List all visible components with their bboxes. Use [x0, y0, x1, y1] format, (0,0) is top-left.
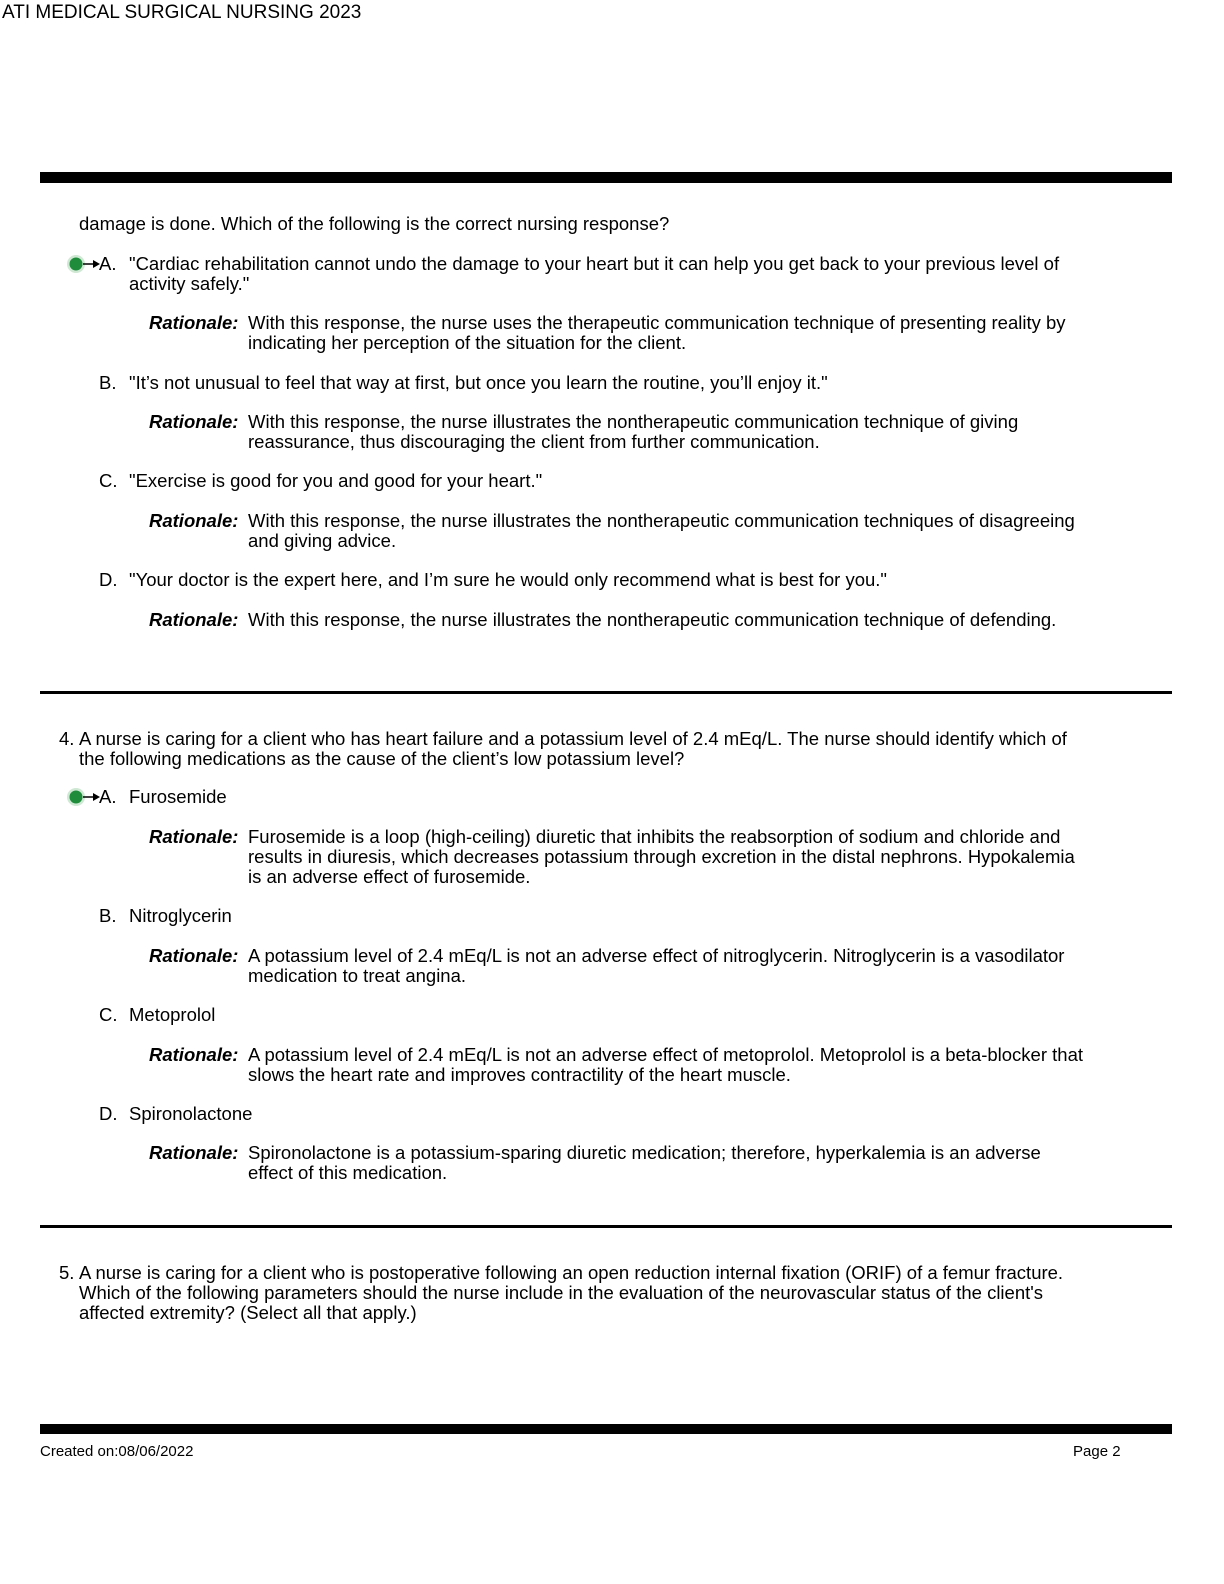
question-divider — [40, 1225, 1172, 1228]
option-text: "Exercise is good for you and good for your heart." — [129, 470, 543, 491]
question-4-stem: A nurse is caring for a client who has heart failure and a potassium level of 2.4 mEq/L. The nurse should identify which of the following medications as the cause of the client’s low potassium level? — [79, 728, 1067, 769]
rationale — [149, 511, 1089, 551]
rationale-label: Rationale: — [149, 945, 239, 966]
rationale — [149, 1045, 1089, 1085]
rationale-label: Rationale: — [149, 312, 239, 333]
rationale — [149, 1143, 1089, 1183]
question-divider — [40, 691, 1172, 694]
rationale-text: Spironolactone is a potassium-sparing diuretic medication; therefore, hyperkalemia is an adverse effect of this medication. — [248, 1142, 1041, 1183]
option-text: Spironolactone — [129, 1103, 253, 1124]
footer-divider — [40, 1424, 1172, 1434]
rationale-text: A potassium level of 2.4 mEq/L is not an adverse effect of metoprolol. Metoprolol is a beta-blocker that slows the heart rate and improves contractility of the heart muscle. — [248, 1044, 1084, 1085]
option-letter: A. — [99, 786, 117, 807]
rationale — [149, 827, 1089, 887]
option-letter: B. — [99, 905, 117, 926]
rationale — [149, 610, 1089, 630]
rationale-label: Rationale: — [149, 411, 239, 432]
rationale — [149, 313, 1089, 353]
rationale-label: Rationale: — [149, 510, 239, 531]
rationale-label: Rationale: — [149, 609, 239, 630]
option-letter: C. — [99, 1004, 118, 1025]
option-text: Furosemide — [129, 786, 227, 807]
question-5-stem: A nurse is caring for a client who is postoperative following an open reduction internal fixation (ORIF) of a femur fracture. Which of the following parameters should the nurse include in the evaluation of the neurovascular status of the client's affected extremity? (Select all that apply.) — [79, 1262, 1064, 1323]
rationale-text: With this response, the nurse illustrates the nontherapeutic communication technique of defending. — [248, 609, 1057, 630]
rationale-text: Furosemide is a loop (high-ceiling) diuretic that inhibits the reabsorption of sodium and chloride and results in diuresis, which decreases potassium through excretion in the distal nephrons. Hypokalemia is an adverse effect of furosemide. — [248, 826, 1075, 887]
question-4-number: 4. — [59, 728, 75, 749]
option-text: "Your doctor is the expert here, and I’m sure he would only recommend what is best for you." — [129, 569, 887, 590]
question-3-stem: damage is done. Which of the following is the correct nursing response? — [79, 213, 670, 234]
correct-answer-icon — [63, 253, 101, 275]
option-text: "It’s not unusual to feel that way at first, but once you learn the routine, you’ll enjoy it." — [129, 372, 828, 393]
page-number: Page 2 — [1073, 1443, 1121, 1460]
rationale — [149, 946, 1089, 986]
rationale-label: Rationale: — [149, 1044, 239, 1065]
header-divider — [40, 172, 1172, 183]
option-letter: D. — [99, 569, 118, 590]
option-letter: C. — [99, 470, 118, 491]
option-text: Nitroglycerin — [129, 905, 232, 926]
option-letter: A. — [99, 253, 117, 274]
rationale-label: Rationale: — [149, 826, 239, 847]
document-title: ATI MEDICAL SURGICAL NURSING 2023 — [2, 2, 362, 23]
option-letter: D. — [99, 1103, 118, 1124]
question-5-number: 5. — [59, 1262, 75, 1283]
option-letter: B. — [99, 372, 117, 393]
rationale-text: With this response, the nurse uses the therapeutic communication technique of presenting reality by indicating her perception of the situation for the client. — [248, 312, 1066, 353]
rationale — [149, 412, 1089, 452]
rationale-label: Rationale: — [149, 1142, 239, 1163]
rationale-text: With this response, the nurse illustrates the nontherapeutic communication technique of giving reassurance, thus discouraging the client from further communication. — [248, 411, 1019, 452]
rationale-text: With this response, the nurse illustrates the nontherapeutic communication techniques of disagreeing and giving advice. — [248, 510, 1075, 551]
option-text: "Cardiac rehabilitation cannot undo the damage to your heart but it can help you get back to your previous level of activity safely." — [129, 253, 1060, 294]
rationale-text: A potassium level of 2.4 mEq/L is not an adverse effect of nitroglycerin. Nitroglycerin is a vasodilator medication to treat angina. — [248, 945, 1065, 986]
correct-answer-icon — [63, 786, 101, 808]
created-date: Created on:08/06/2022 — [40, 1443, 194, 1460]
option-text: Metoprolol — [129, 1004, 216, 1025]
